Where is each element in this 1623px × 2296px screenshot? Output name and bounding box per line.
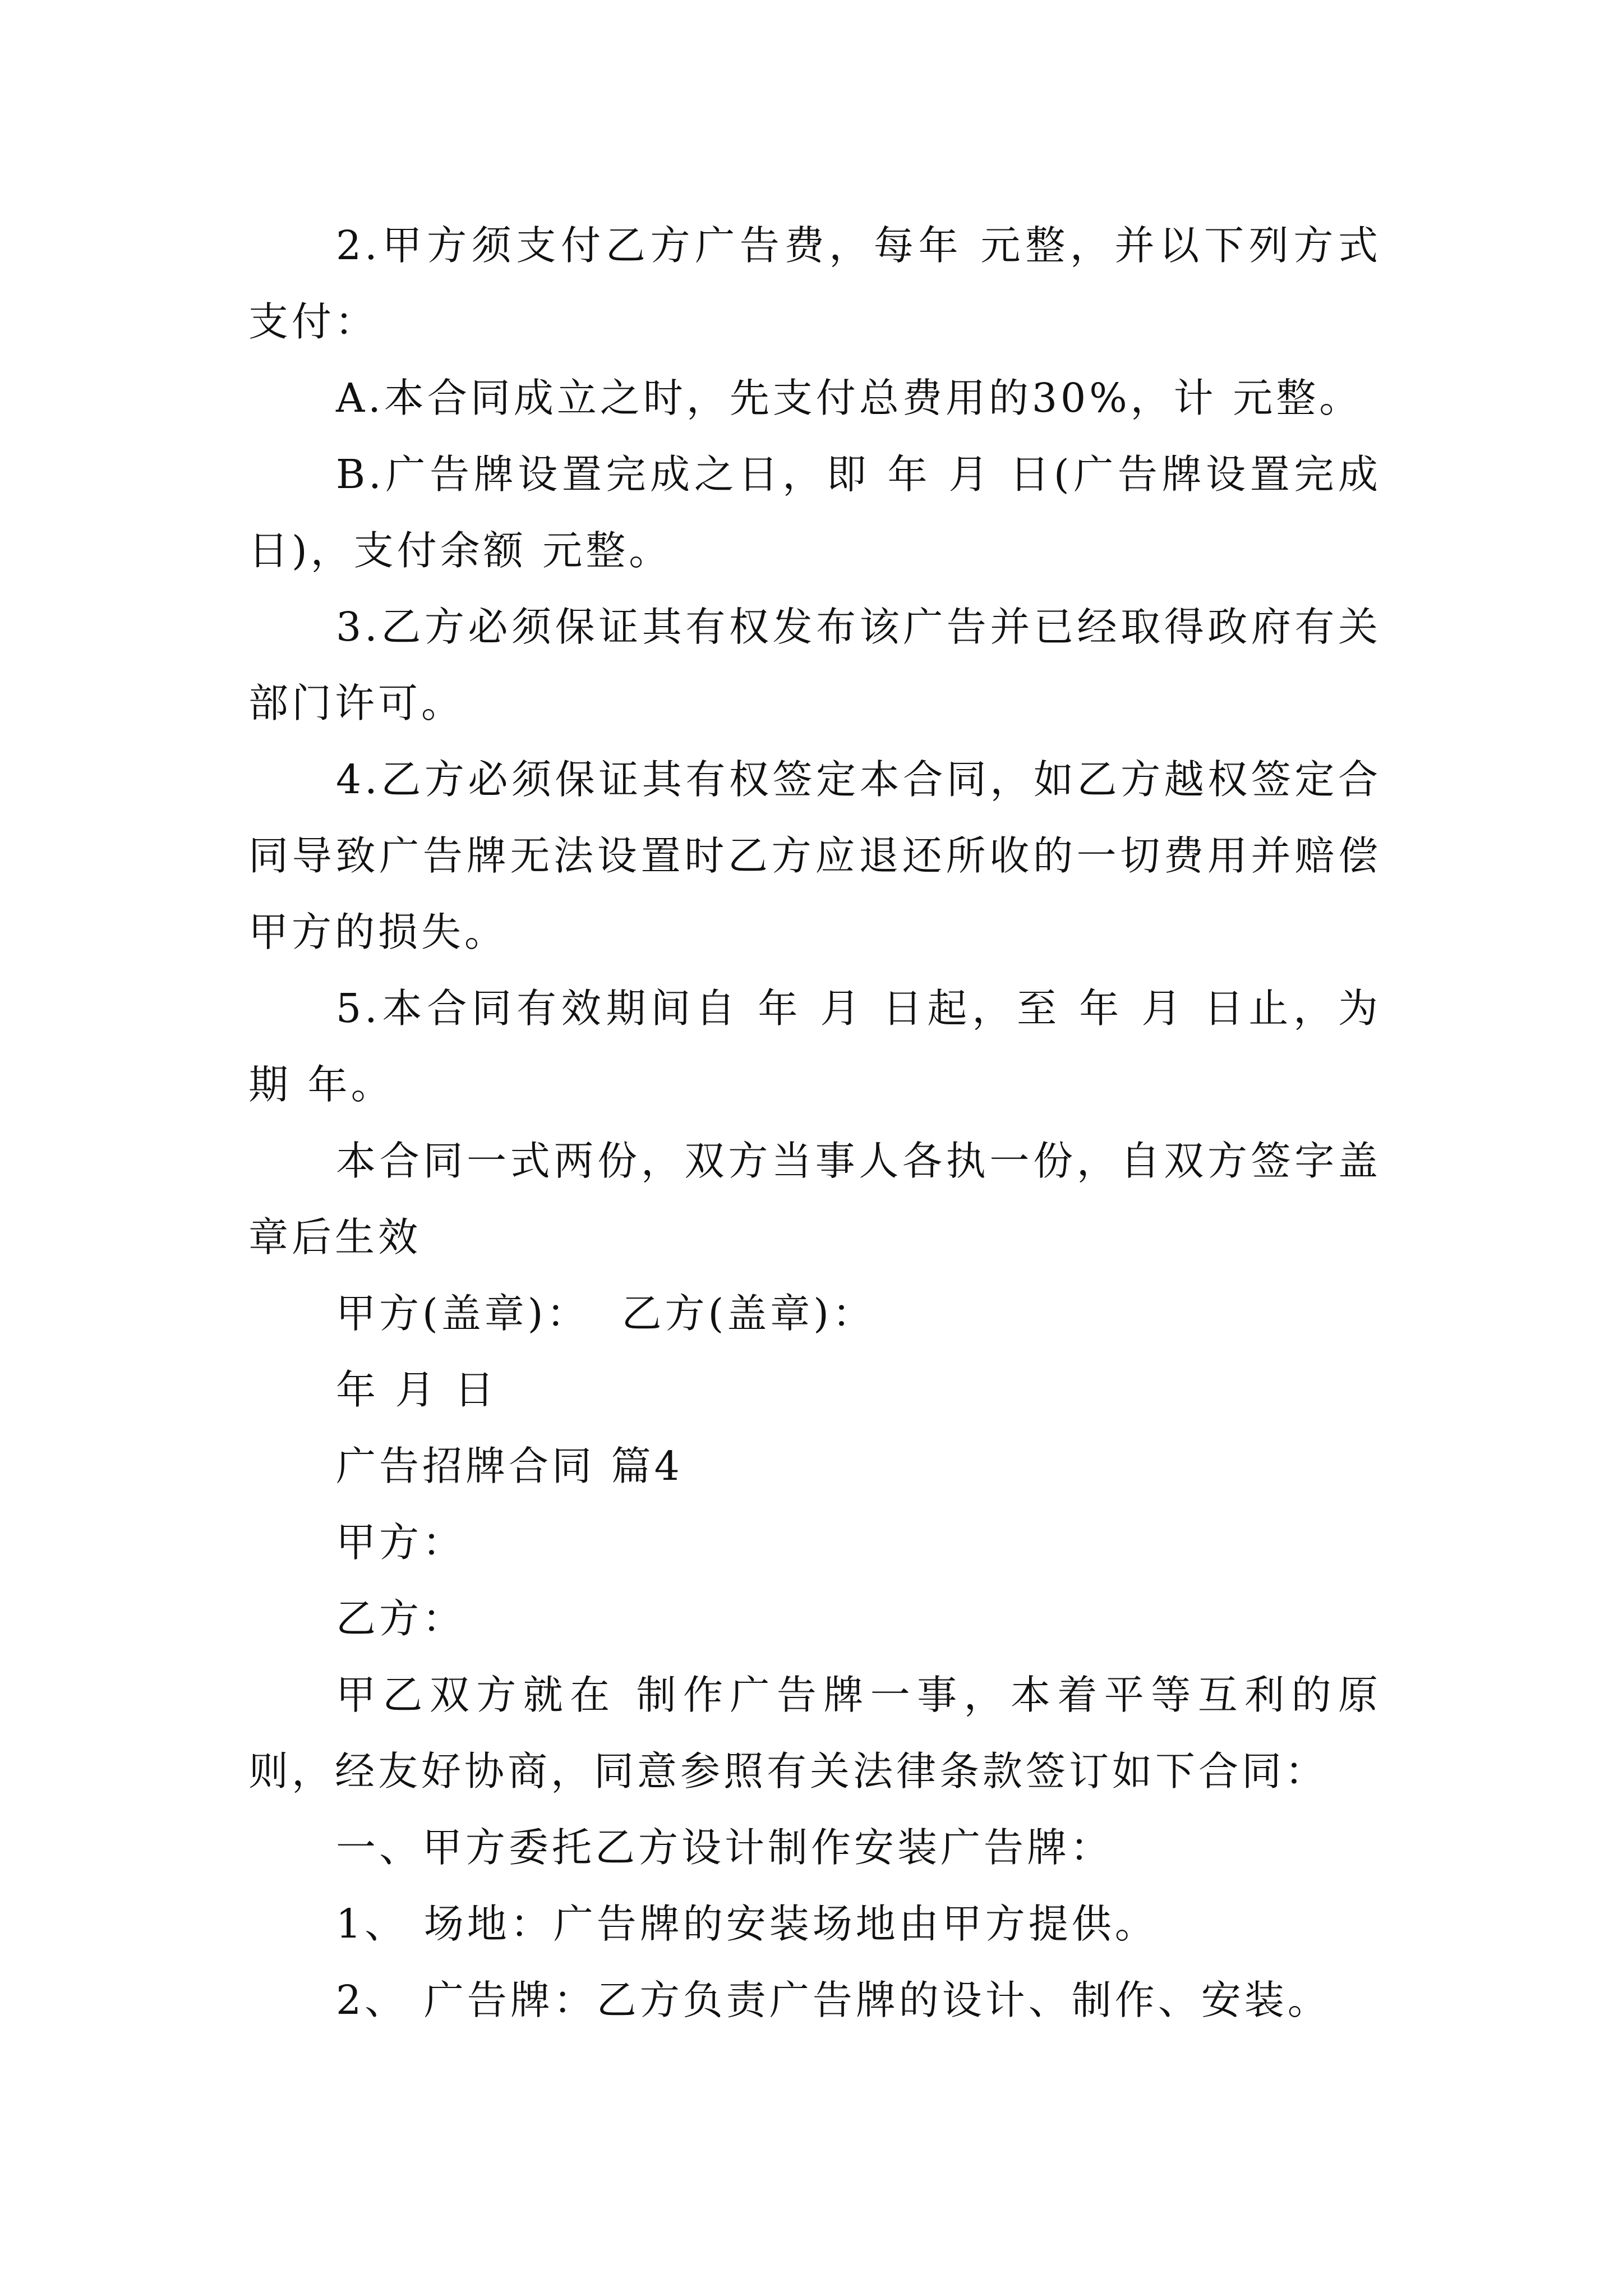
document-body (248, 208, 1381, 2039)
clause-4-authority: 4.乙方必须保证其有权签定本合同，如乙方越权签定合同导致广告牌无法设置时乙方应退还所收的一切费用并赔偿甲方的损失。 (248, 756, 1381, 955)
date-line: 年 月 日 (336, 1366, 498, 1413)
party-b-line: 乙方： (336, 1595, 466, 1642)
article-1-item-2: 2、 广告牌：乙方负责广告牌的设计、制作、安装。 (336, 1977, 1331, 2023)
article-1-item-1: 1、 场地：广告牌的安装场地由甲方提供。 (336, 1901, 1158, 1947)
clause-5-term: 5.本合同有效期间自 年 月 日起，至 年 月 日止，为期 年。 (248, 985, 1381, 1108)
signature-line: 甲方(盖章)： 乙方(盖章)： (336, 1290, 875, 1337)
party-a-line: 甲方： (336, 1519, 466, 1566)
section-title: 广告招牌合同 篇4 (336, 1443, 683, 1489)
copies-clause: 本合同一式两份，双方当事人各执一份，自双方签字盖章后生效 (248, 1138, 1381, 1260)
clause-2-payment: 2.甲方须支付乙方广告费，每年 元整，并以下列方式支付： (248, 222, 1381, 345)
clause-3-permission: 3.乙方必须保证其有权发布该广告并已经取得政府有关部门许可。 (248, 604, 1381, 726)
preamble-paragraph: 甲乙双方就在 制作广告牌一事，本着平等互利的原则，经友好协商，同意参照有关法律条款签订如下合同： (248, 1672, 1381, 1795)
clause-2b-balance-payment: B.广告牌设置完成之日，即 年 月 日(广告牌设置完成日)，支付余额 元整。 (248, 451, 1381, 574)
article-1-heading: 一、甲方委托乙方设计制作安装广告牌： (336, 1824, 1114, 1871)
clause-2a-first-payment: A.本合同成立之时，先支付总费用的30%，计 元整。 (336, 375, 1363, 421)
